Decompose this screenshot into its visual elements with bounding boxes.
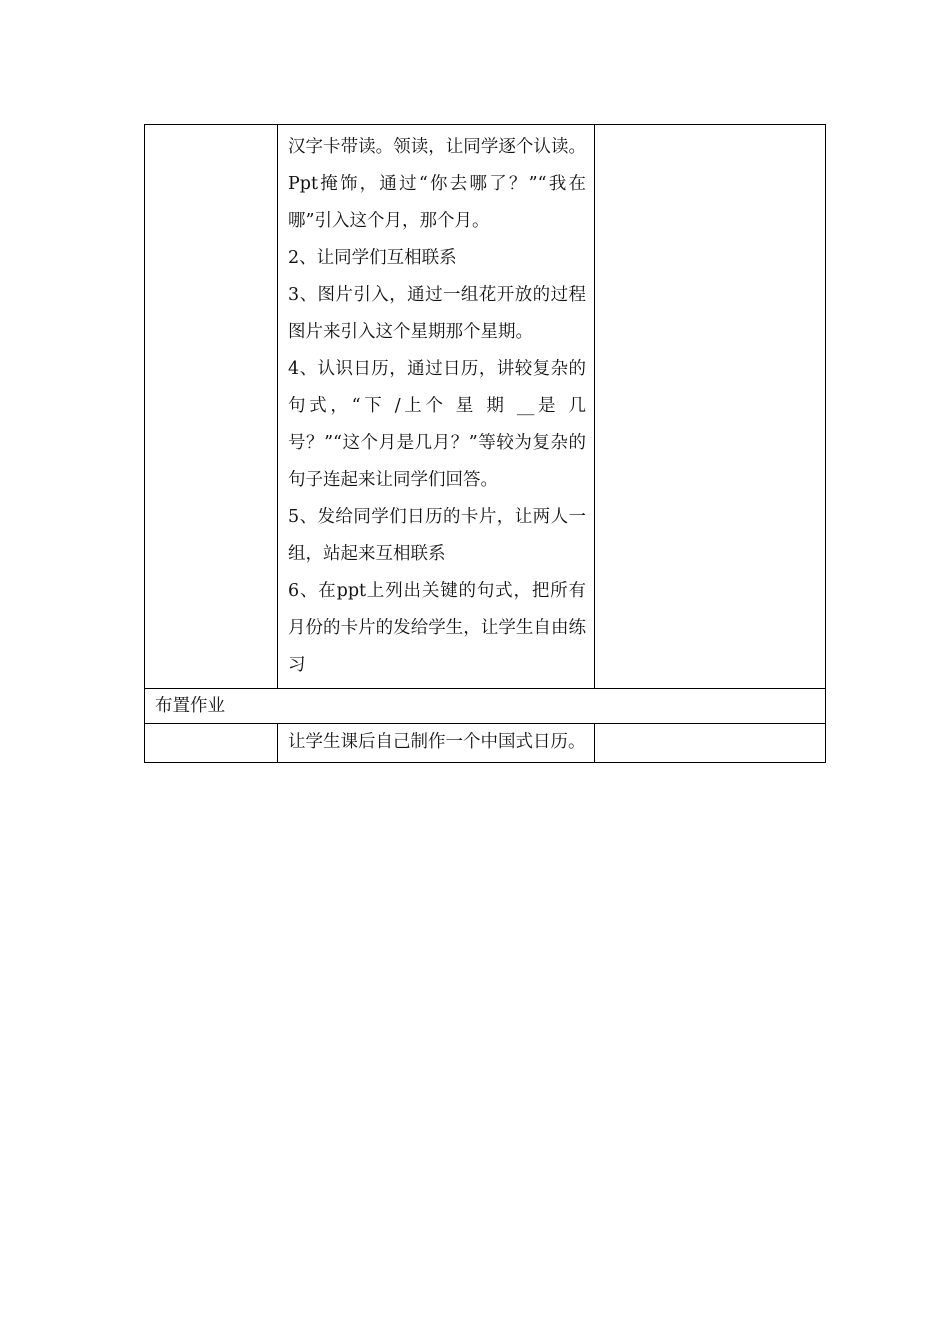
homework-label-cell: [145, 689, 826, 724]
step-paragraph: 6、在ppt上列出关键的句式，把所有月份的卡片的发给学生，让学生自由练习: [288, 581, 586, 675]
homework-header-row: [145, 689, 826, 724]
stage-cell: [145, 125, 278, 689]
homework-label: 布置作业: [155, 696, 225, 716]
notes-cell: [595, 125, 826, 689]
step-paragraph: 3、图片引入，通过一组花开放的过程图片来引入这个星期那个星期。: [288, 285, 586, 342]
homework-stage-cell: [145, 724, 278, 763]
homework-notes-cell: [595, 724, 826, 763]
lesson-plan-table: [144, 124, 826, 763]
homework-text: 让学生课后自己制作一个中国式日历。: [288, 732, 586, 752]
homework-row: [145, 724, 826, 763]
step-paragraph: 汉字卡带读。领读，让同学逐个认读。Ppt掩饰，通过“你去哪了？”“我在哪”引入这个月，那个月。: [288, 137, 586, 231]
homework-content-cell: [278, 724, 595, 763]
steps-content: [278, 125, 594, 688]
step-paragraph: 2、让同学们互相联系: [288, 248, 457, 268]
step-paragraph: 5、发给同学们日历的卡片，让两人一组，站起来互相联系: [288, 507, 586, 564]
teaching-steps-row: [145, 125, 826, 689]
steps-cell: [278, 125, 595, 689]
step-paragraph: 4、认识日历，通过日历，讲较复杂的句式，“下 /上个 星 期 __是 几 号？”“这个月是几月？”等较为复杂的句子连起来让同学们回答。: [288, 359, 586, 490]
